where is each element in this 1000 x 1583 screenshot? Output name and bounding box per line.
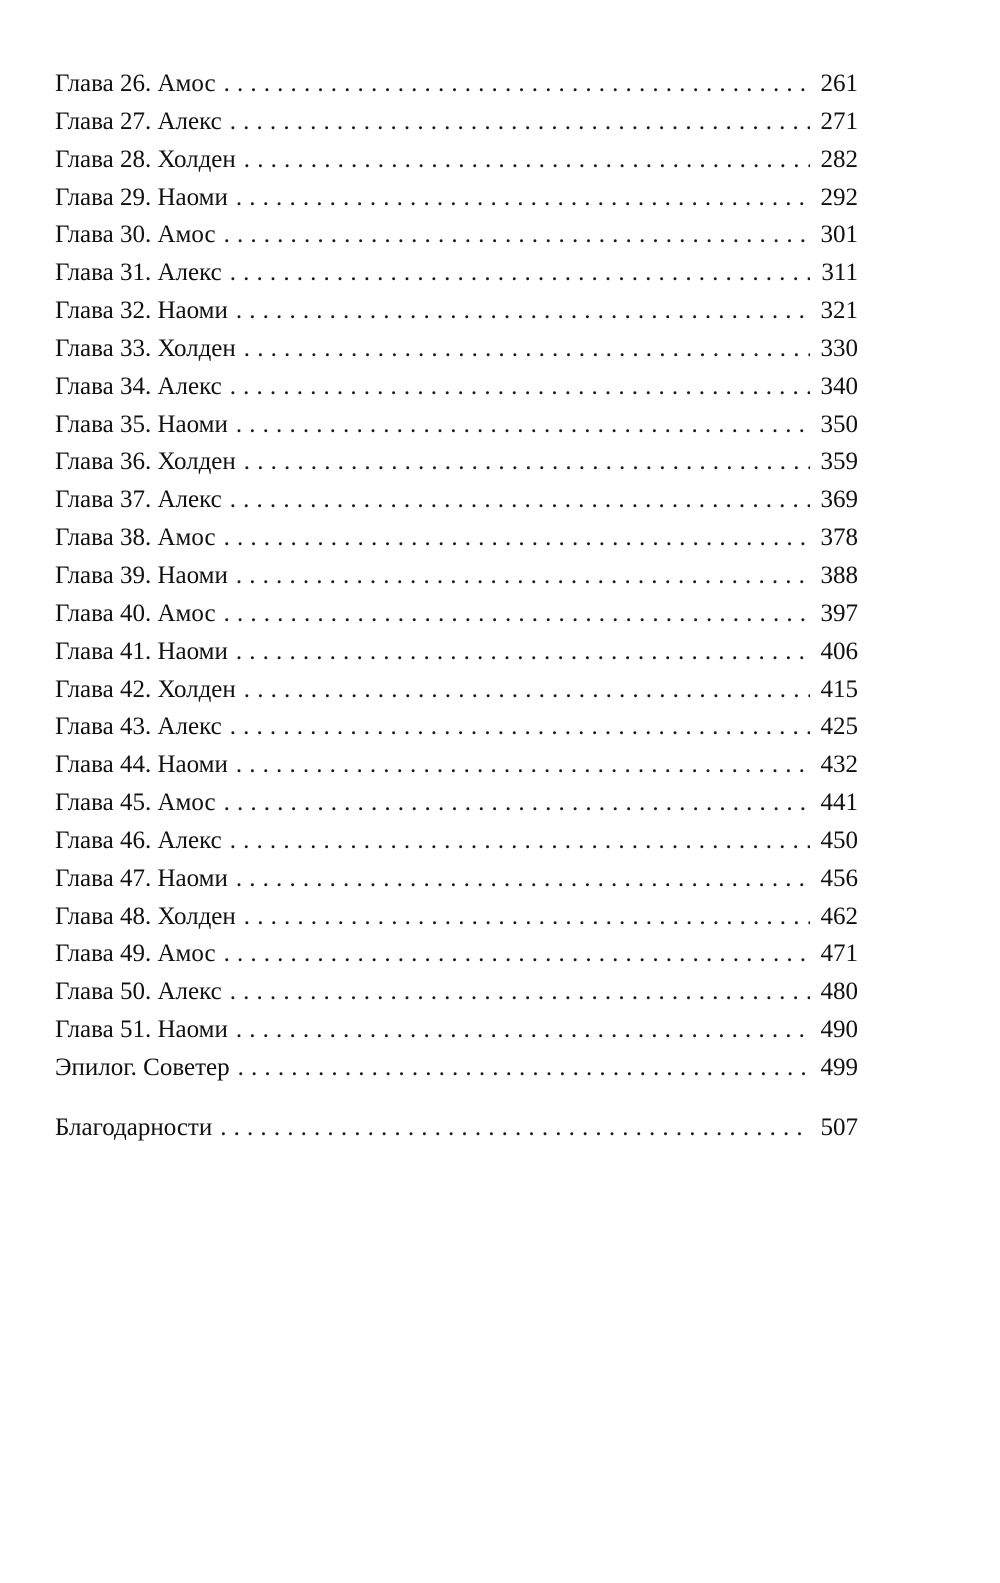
toc-entry-title: Глава 31. Алекс — [55, 259, 222, 287]
toc-page-number: 292 — [820, 183, 858, 211]
toc-entry-title: Глава 51. Наоми — [55, 1016, 228, 1044]
toc-entry — [55, 973, 858, 1011]
toc-entry-title: Эпилог. Советер — [55, 1053, 230, 1081]
toc-page-number: 397 — [820, 599, 858, 627]
toc-page-number: 456 — [820, 864, 858, 892]
toc-page-number: 499 — [820, 1053, 858, 1081]
toc-entry-list — [55, 65, 858, 1087]
toc-dot-leader — [224, 65, 810, 103]
toc-dot-leader — [244, 898, 810, 936]
toc-dot-leader — [230, 368, 810, 406]
toc-entry — [55, 784, 858, 822]
toc-entry — [55, 179, 858, 217]
toc-page-number: 369 — [820, 486, 858, 514]
toc-dot-leader — [236, 406, 810, 444]
toc-page-number: 480 — [820, 978, 858, 1006]
toc-entry-acknowledgements — [55, 1109, 858, 1147]
toc-entry — [55, 368, 858, 406]
toc-entry — [55, 671, 858, 709]
toc-entry — [55, 481, 858, 519]
toc-dot-leader — [244, 443, 810, 481]
toc-entry-title: Глава 26. Амос — [55, 70, 216, 97]
toc-page-number: 261 — [820, 70, 858, 97]
toc-entry-title: Глава 30. Амос — [55, 221, 216, 249]
toc-entry — [55, 708, 858, 746]
toc-entry-title: Глава 44. Наоми — [55, 751, 228, 779]
toc-entry-title: Глава 49. Амос — [55, 940, 216, 968]
toc-entry-title: Глава 33. Холден — [55, 334, 236, 362]
toc-entry-title: Глава 37. Алекс — [55, 486, 222, 514]
toc-dot-leader — [230, 254, 810, 292]
toc-page-number: 359 — [820, 448, 858, 476]
toc-entry-title: Глава 46. Алекс — [55, 826, 222, 854]
toc-entry-title: Глава 48. Холден — [55, 902, 236, 930]
toc-page-number: 471 — [820, 940, 858, 968]
toc-entry-title: Глава 47. Наоми — [55, 864, 228, 892]
toc-dot-leader — [244, 671, 810, 709]
toc-entry-title: Глава 42. Холден — [55, 675, 236, 703]
toc-entry — [55, 65, 858, 103]
toc-spacer — [55, 1087, 858, 1109]
toc-entry — [55, 254, 858, 292]
toc-page-number: 406 — [820, 637, 858, 665]
toc-entry-title: Глава 40. Амос — [55, 599, 216, 627]
toc-page-number: 490 — [820, 1016, 858, 1044]
toc-page-number: 462 — [820, 902, 858, 930]
toc-entry — [55, 216, 858, 254]
toc-dot-leader — [236, 633, 810, 671]
toc-entry — [55, 406, 858, 444]
toc-entry-title: Глава 28. Холден — [55, 145, 236, 173]
toc-dot-leader — [230, 973, 810, 1011]
toc-entry-title: Глава 43. Алекс — [55, 713, 222, 741]
toc-dot-leader — [236, 746, 810, 784]
toc-page-number: 330 — [820, 334, 858, 362]
toc-dot-leader — [224, 784, 810, 822]
toc-entry — [55, 103, 858, 141]
toc-page-number: 388 — [820, 561, 858, 589]
toc-entry-title: Глава 41. Наоми — [55, 637, 228, 665]
toc-entry — [55, 746, 858, 784]
toc-entry — [55, 822, 858, 860]
toc-dot-leader — [230, 103, 810, 141]
toc-dot-leader — [224, 216, 810, 254]
toc-page-number: 507 — [820, 1113, 858, 1141]
toc-entry-title: Глава 32. Наоми — [55, 297, 228, 325]
toc-entry-title: Глава 34. Алекс — [55, 372, 222, 400]
toc-dot-leader — [236, 292, 810, 330]
toc-entry — [55, 595, 858, 633]
toc-entry-title: Глава 29. Наоми — [55, 183, 228, 211]
toc-dot-leader — [224, 519, 810, 557]
toc-entry-title: Глава 35. Наоми — [55, 410, 228, 438]
toc-dot-leader — [244, 330, 810, 368]
toc-entry-title: Глава 27. Алекс — [55, 107, 222, 135]
toc-page-number: 350 — [820, 410, 858, 438]
toc-entry — [55, 292, 858, 330]
toc-dot-leader — [224, 935, 810, 973]
toc-page-number: 301 — [820, 221, 858, 249]
toc-entry — [55, 898, 858, 936]
toc-entry-title: Глава 36. Холден — [55, 448, 236, 476]
toc-page-number: 432 — [820, 751, 858, 779]
toc-entry-title: Глава 39. Наоми — [55, 561, 228, 589]
toc-dot-leader — [230, 708, 810, 746]
toc-dot-leader — [238, 1049, 810, 1087]
toc-entry-title: Глава 45. Амос — [55, 789, 216, 817]
toc-entry-title: Благодарности — [55, 1113, 213, 1141]
toc-dot-leader — [236, 1011, 810, 1049]
toc-entry — [55, 935, 858, 973]
toc-page-number: 378 — [820, 524, 858, 552]
toc-entry — [55, 1049, 858, 1087]
toc-dot-leader — [224, 595, 810, 633]
toc-entry — [55, 443, 858, 481]
toc-entry — [55, 519, 858, 557]
toc-dot-leader — [244, 141, 810, 179]
toc-page-number: 321 — [820, 297, 858, 325]
toc-entry — [55, 557, 858, 595]
toc-entry — [55, 633, 858, 671]
toc-entry-title: Глава 50. Алекс — [55, 978, 222, 1006]
toc-page-number: 425 — [820, 713, 858, 741]
toc-entry-title: Глава 38. Амос — [55, 524, 216, 552]
toc-dot-leader — [236, 557, 810, 595]
toc-entry — [55, 1011, 858, 1049]
toc-page-number: 441 — [820, 789, 858, 817]
toc-entry — [55, 141, 858, 179]
toc-entry — [55, 330, 858, 368]
toc-page-number: 311 — [821, 259, 858, 287]
toc-page-number: 282 — [820, 145, 858, 173]
toc-page-number: 415 — [820, 675, 858, 703]
table-of-contents — [55, 65, 858, 1147]
toc-page-number: 271 — [820, 107, 858, 135]
toc-page-number: 340 — [820, 372, 858, 400]
toc-dot-leader — [230, 481, 810, 519]
toc-dot-leader — [220, 1109, 810, 1147]
toc-dot-leader — [230, 822, 810, 860]
toc-dot-leader — [236, 179, 810, 217]
toc-page-number: 450 — [820, 826, 858, 854]
toc-entry — [55, 860, 858, 898]
toc-dot-leader — [236, 860, 810, 898]
